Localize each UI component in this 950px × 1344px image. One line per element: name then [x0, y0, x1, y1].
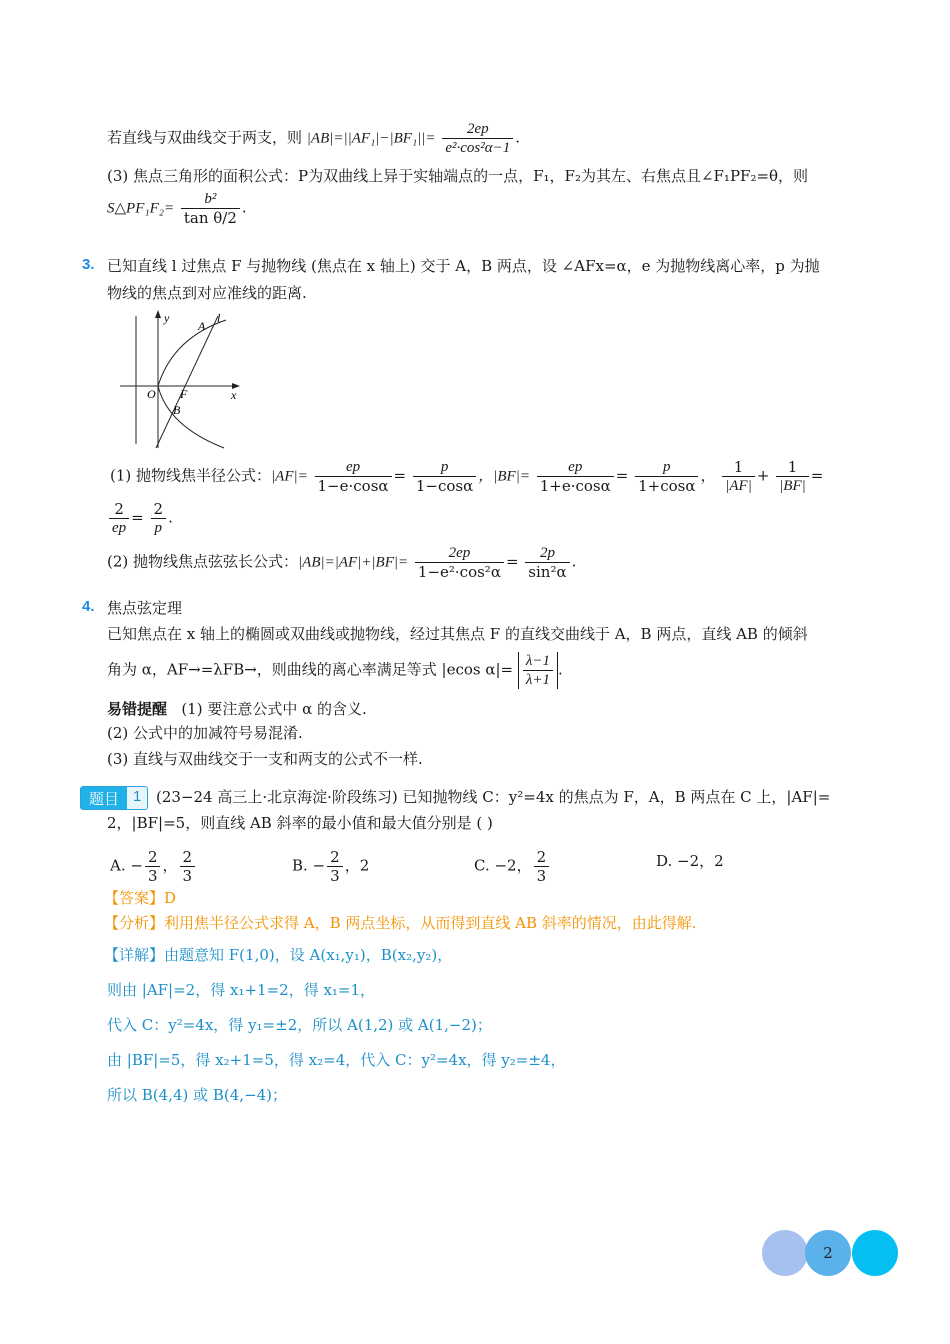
- item3-line1: 已知直线 l 过焦点 F 与抛物线 (焦点在 x 轴上) 交于 A，B 两点，设 ∠AFx=α，e 为抛物线离心率，p 为抛: [107, 257, 820, 275]
- fraction: [776, 458, 809, 495]
- frac-num: 1: [787, 458, 798, 476]
- text: 角为 α，AF→=λFB→，则曲线的离心率满足等式 |ecos α|=: [107, 660, 514, 679]
- label-x: x: [231, 388, 237, 402]
- answer-line: 【答案】D: [104, 889, 177, 907]
- fraction: [413, 458, 476, 495]
- choice-label: C. −2，: [474, 856, 532, 875]
- reminder-line1: [107, 699, 367, 719]
- tag-number: 1: [127, 787, 147, 809]
- choice-b[interactable]: [292, 848, 369, 885]
- item3-line2: 物线的焦点到对应准线的距离.: [107, 284, 307, 302]
- frac-num: 2: [153, 500, 164, 518]
- fraction: [327, 848, 343, 885]
- choice-a[interactable]: [110, 848, 197, 885]
- frac-den: |BF|: [776, 476, 809, 495]
- frac-den: tan θ/2: [181, 208, 240, 227]
- frac-den: 1+cosα: [635, 476, 698, 495]
- frac-den: 1−e·cosα: [315, 476, 392, 495]
- formula: |AB|=||AF₁|−|BF₁||=: [306, 130, 436, 147]
- frac-num: ep: [568, 459, 583, 475]
- detail-line: 【详解】由题意知 F(1,0)，设 A(x₁,y₁)，B(x₂,y₂)，: [104, 946, 453, 964]
- frac-den: 3: [534, 866, 550, 885]
- chord-length-formula: (2) 抛物线焦点弦弦长公式：|AB|=|AF|+|BF|= $\frac{2ep}{\text{1−e²·cos²α}}$ = $\frac{2p}{\text{sin²α}}$ .: [107, 545, 577, 581]
- frac-num: 2p: [539, 545, 555, 561]
- fraction: [534, 848, 550, 885]
- reminder-item: (3) 直线与双曲线交于一支和两支的公式不一样.: [107, 750, 423, 768]
- item-number: 4.: [82, 598, 95, 615]
- af-lhs: |AF|=: [271, 468, 308, 485]
- frac-den: 1−e²·cos²α: [415, 562, 504, 581]
- fraction: [181, 190, 240, 227]
- frac-den: ep: [109, 518, 129, 537]
- choice-c[interactable]: [474, 848, 551, 885]
- label-y: y: [164, 311, 170, 325]
- frac-num: 2: [114, 500, 124, 518]
- fraction: [537, 458, 614, 495]
- frac-den: 3: [145, 866, 161, 885]
- frac-num: p: [440, 459, 449, 475]
- frac-num: ep: [345, 459, 361, 475]
- y-arrow: [155, 310, 161, 318]
- item-number: 3.: [82, 256, 95, 273]
- frac-den: 1+e·cosα: [537, 476, 614, 495]
- fraction: [109, 500, 129, 537]
- fraction: [635, 458, 698, 495]
- frac-den: 3: [180, 866, 196, 885]
- choice-label: B. −: [292, 856, 326, 875]
- fraction: [525, 544, 569, 581]
- frac-den: 1−cosα: [413, 476, 476, 495]
- choice-label: A. −: [110, 856, 143, 875]
- choice-text: ，2: [344, 856, 370, 875]
- problem-line2: 2，|BF|=5，则直线 AB 斜率的最小值和最大值分别是 ( ): [107, 814, 493, 832]
- frac-den: e²·cos²α−1: [442, 138, 513, 157]
- fraction: [523, 652, 553, 689]
- analysis-line: 【分析】利用焦半径公式求得 A，B 两点坐标，从而得到直线 AB 斜率的情况，由此得解.: [104, 914, 697, 932]
- abs-bars: [518, 652, 558, 689]
- fraction: [151, 500, 167, 537]
- problem-tag: [80, 786, 148, 810]
- frac-num: 2ep: [448, 545, 471, 561]
- frac-num: 1: [733, 458, 744, 476]
- label-l: l: [217, 311, 221, 325]
- choice-text: ，: [162, 856, 178, 875]
- detail-line: 代入 C：y²=4x，得 y₁=±2，所以 A(1,2) 或 A(1,−2)；: [107, 1016, 492, 1034]
- frac-den: sin²α: [525, 562, 569, 581]
- fraction: [145, 848, 161, 885]
- reminder-item: (2) 公式中的加减符号易混淆.: [107, 724, 303, 742]
- item4-line1: 已知焦点在 x 轴上的椭圆或双曲线或抛物线，经过其焦点 F 的直线交曲线于 A，B 两点，直线 AB 的倾斜: [107, 625, 808, 643]
- frac-num: b²: [204, 191, 217, 207]
- frac-num: p: [663, 459, 671, 475]
- fraction: [315, 458, 392, 495]
- label-a: A: [198, 319, 206, 333]
- focal-triangle-text: (3) 焦点三角形的面积公式：P为双曲线上异于实轴端点的一点，F₁，F₂为其左、右焦点且∠F₁PF₂=θ，则: [107, 167, 809, 185]
- frac-num: 2: [536, 848, 547, 866]
- hyperbola-two-branch-line: 若直线与双曲线交于两支，则 |AB|=||AF₁|−|BF₁||= $\frac{2ep}{\text{e²·cos²α−1}}$ .: [107, 121, 521, 156]
- label-origin: O: [147, 387, 156, 401]
- fraction: [180, 848, 196, 885]
- formula-label: (2) 抛物线焦点弦弦长公式：: [107, 552, 299, 571]
- choice-d[interactable]: [656, 850, 724, 871]
- focal-radius-result: $\frac{2}{ep}$ = $\frac{2}{p}$ .: [107, 500, 173, 537]
- area-lhs: S△PF₁F₂=: [107, 200, 175, 217]
- page-dot-right: [852, 1230, 898, 1276]
- area-formula: S△PF₁F₂= $\frac{\text{b²}}{\text{tan θ/2}}$ .: [107, 191, 247, 227]
- bf-lhs: ，|BF|=: [478, 468, 530, 485]
- text: 若直线与双曲线交于两支，则: [107, 128, 303, 147]
- parabola-figure: [118, 308, 248, 454]
- detail-line: 所以 B(4,4) 或 B(4,−4)；: [107, 1086, 288, 1104]
- label-b: B: [173, 403, 181, 417]
- problem-line1: (23−24 高三上·北京海淀·阶段练习) 已知抛物线 C：y²=4x 的焦点为 F，A，B 两点在 C 上，|AF|=: [156, 788, 831, 806]
- frac-den: p: [151, 518, 167, 537]
- page-number: 2: [805, 1230, 851, 1276]
- frac-num: 2ep: [466, 121, 489, 137]
- frac-den: |AF|: [722, 476, 755, 495]
- reminder-title: 易错提醒: [107, 700, 168, 718]
- detail-line: 则由 |AF|=2，得 x₁+1=2，得 x₁=1，: [107, 981, 376, 999]
- frac-num: 2: [182, 848, 193, 866]
- parabola-curve: [158, 320, 226, 448]
- frac-num: 2: [330, 848, 340, 866]
- fraction: [722, 458, 755, 495]
- ab-lhs: |AB|=|AF|+|BF|=: [298, 554, 409, 571]
- focal-radius-formula: (1) 抛物线焦半径公式：|AF|= $\frac{ep}{1-e\cdot\cos\alpha}$ = $\frac{p}{1-\cos\alpha}$ ，|BF|= $\frac{ep}{1+e\cdot\cos\alpha}$ = $\frac{p}{1+\cos\alpha}$ ， $\frac{1}{|AF|}$ + $\frac{1}{|BF|}$ =: [110, 458, 824, 495]
- tag-label: 题目: [81, 787, 127, 809]
- fraction: [442, 120, 513, 157]
- reminder-item: (1) 要注意公式中 α 的含义.: [181, 700, 367, 718]
- item4-line2: 角为 α，AF→=λFB→，则曲线的离心率满足等式 |ecos α|= $\frac{\lambda-1}{\lambda+1}$ .: [107, 653, 563, 688]
- label-focus: F: [180, 387, 188, 401]
- frac-num: 2: [147, 848, 158, 866]
- detail-line: 由 |BF|=5，得 x₂+1=5，得 x₂=4，代入 C：y²=4x，得 y₂=±4，: [107, 1051, 566, 1069]
- fraction: [415, 544, 504, 581]
- frac-den: 3: [327, 866, 343, 885]
- page-dot-left: [762, 1230, 808, 1276]
- frac-num: λ−1: [525, 653, 551, 669]
- frac-den: λ+1: [523, 670, 553, 689]
- formula-label: (1) 抛物线焦半径公式：: [110, 466, 272, 485]
- item4-title: 焦点弦定理: [107, 599, 183, 617]
- choice-label: D. −2，2: [656, 852, 724, 870]
